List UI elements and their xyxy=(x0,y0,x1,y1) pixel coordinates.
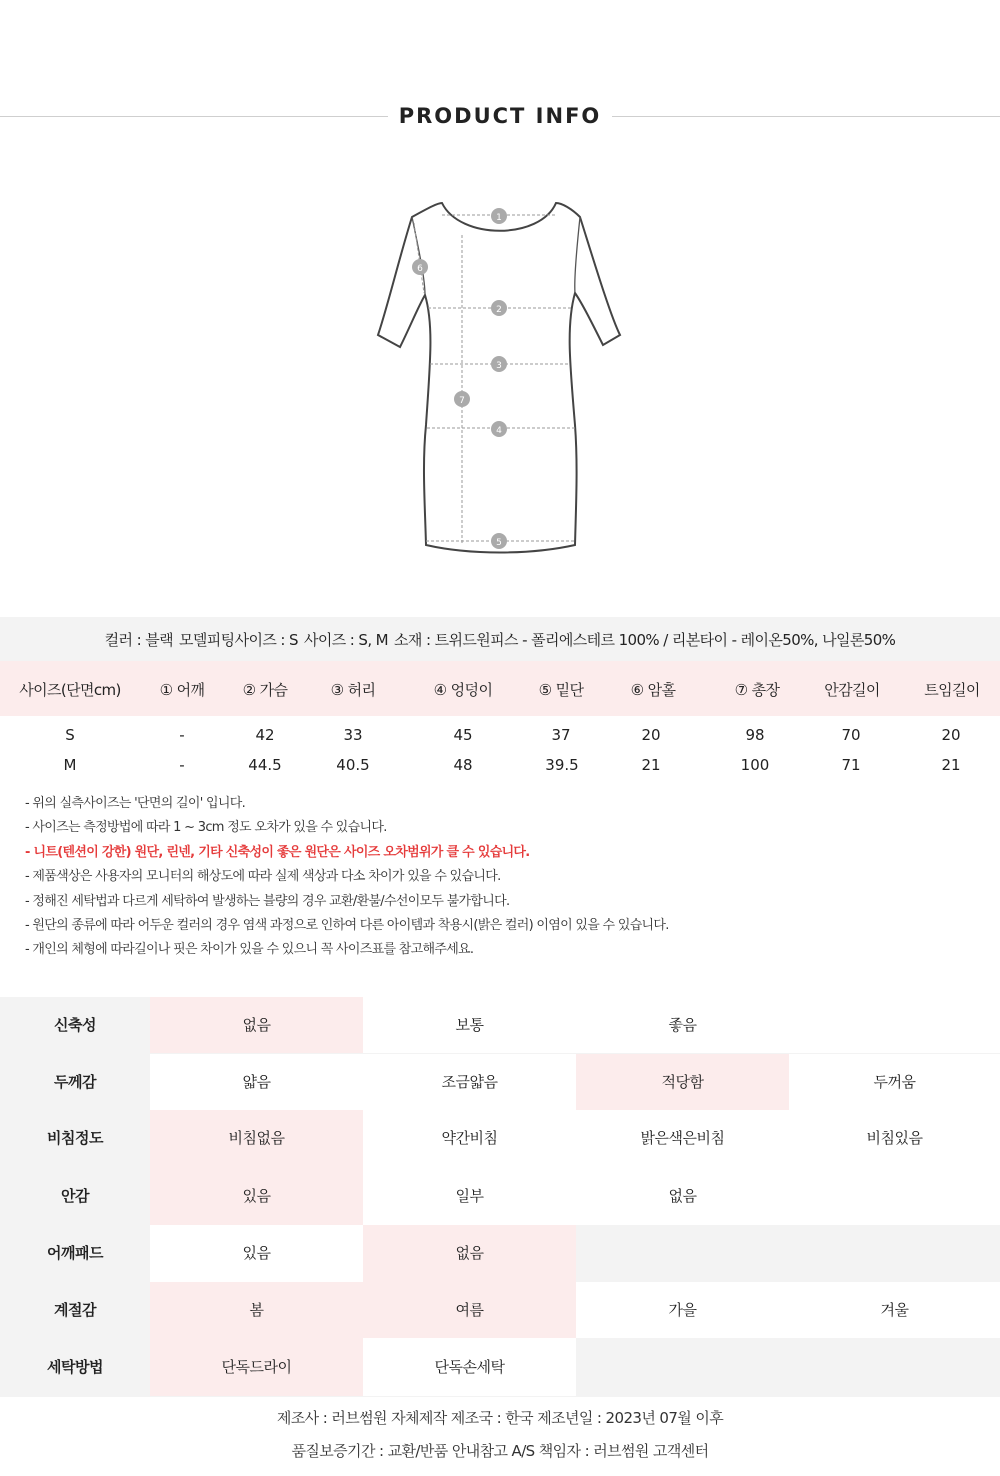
size-header-waist: ③ 허리 xyxy=(330,681,376,699)
table-cell: 33 xyxy=(343,726,363,744)
size-header-chest: ② 가슴 xyxy=(242,681,288,699)
table-cell: 21 xyxy=(941,756,961,774)
table-cell: 44.5 xyxy=(248,756,282,774)
size-header-armhole: ⑥ 암홀 xyxy=(630,681,676,699)
product-info-bar xyxy=(0,617,1000,661)
size-header-shoulder: ① 어깨 xyxy=(159,681,205,699)
attribute-option: 없음 xyxy=(363,1225,576,1282)
size-header-size: 사이즈(단면cm) xyxy=(19,681,121,699)
attribute-option: 약간비침 xyxy=(441,1129,498,1147)
table-cell: 48 xyxy=(453,756,473,774)
attribute-option: 겨울 xyxy=(880,1301,909,1319)
table-cell: S xyxy=(65,726,75,744)
svg-text:4: 4 xyxy=(496,426,502,436)
attribute-row xyxy=(0,997,1000,1053)
note-item: - 정해진 세탁법과 다르게 세탁하여 발생하는 블량의 경우 교환/환불/수선이모두 불가합니다. xyxy=(25,893,510,909)
measurement-markers xyxy=(412,208,507,549)
manufacturer-line: 제조사 : 러브썸원 자체제작 제조국 : 한국 제조년일 : 2023년 07월 이후 xyxy=(276,1409,724,1427)
warranty-line: 품질보증기간 : 교환/반품 안내참고 A/S 책임자 : 러브썸원 고객센터 xyxy=(291,1442,709,1460)
manufacturer-info xyxy=(0,1397,1000,1476)
table-row xyxy=(0,722,1000,750)
fabric-attributes-table xyxy=(0,997,1000,1397)
attribute-option: 일부 xyxy=(455,1187,484,1205)
attribute-option: 두꺼움 xyxy=(873,1073,916,1091)
attribute-label: 비침정도 xyxy=(47,1129,103,1147)
attribute-option: 단독드라이 xyxy=(150,1338,363,1396)
marker-5 xyxy=(491,533,507,549)
attribute-row xyxy=(0,1338,1000,1396)
attribute-option: 여름 xyxy=(363,1282,576,1338)
attribute-option: 없음 xyxy=(668,1187,697,1205)
attribute-option: 비침있음 xyxy=(866,1129,923,1147)
note-item: - 제품색상은 사용자의 모니터의 해상도에 따라 실제 색상과 다소 차이가 있을 수 있습니다. xyxy=(25,869,501,885)
table-cell: 45 xyxy=(453,726,473,744)
size-header-hip: ④ 엉덩이 xyxy=(433,681,493,699)
table-cell: 100 xyxy=(740,756,770,774)
table-cell: 71 xyxy=(841,756,861,774)
note-item: - 사이즈는 측정방법에 따라 1 ~ 3cm 정도 오차가 있을 수 있습니다. xyxy=(25,820,387,836)
size-header-lining: 안감길이 xyxy=(824,681,880,699)
svg-text:3: 3 xyxy=(496,361,502,371)
svg-text:1: 1 xyxy=(496,213,502,223)
attribute-row xyxy=(0,1054,1000,1111)
measurement-lines xyxy=(414,215,575,545)
header-divider-right xyxy=(612,116,1000,117)
attribute-row xyxy=(0,1282,1000,1338)
attribute-option: 봄 xyxy=(150,1282,363,1338)
attribute-row xyxy=(0,1167,1000,1225)
table-cell: 40.5 xyxy=(336,756,370,774)
attribute-row xyxy=(0,1110,1000,1167)
attribute-option: 적당함 xyxy=(576,1054,789,1111)
marker-3 xyxy=(491,356,507,372)
armhole-seam-right xyxy=(575,217,580,293)
attribute-option: 보통 xyxy=(455,1016,484,1034)
info-sizes: 사이즈 : S, M xyxy=(303,630,389,649)
note-item: - 개인의 체형에 따라길이나 핏은 차이가 있을 수 있으니 꼭 사이즈표를 참고해주세요. xyxy=(25,942,474,958)
size-header-length: ⑦ 총장 xyxy=(734,681,780,699)
dress-outline-svg xyxy=(370,195,630,565)
marker-1 xyxy=(491,208,507,224)
attribute-label: 두께감 xyxy=(54,1073,96,1091)
table-cell: - xyxy=(179,756,185,774)
attribute-label: 계절감 xyxy=(54,1301,96,1319)
attribute-label: 안감 xyxy=(61,1187,89,1205)
note-item: - 원단의 종류에 따라 어두운 컬러의 경우 염색 과정으로 인하여 다른 아이템과 착용시(밝은 컬러) 이염이 있을 수 있습니다. xyxy=(25,917,669,933)
size-table-header xyxy=(0,661,1000,716)
table-row xyxy=(0,752,1000,780)
table-cell: 37 xyxy=(551,726,571,744)
attribute-option: 있음 xyxy=(150,1167,363,1225)
table-cell: 20 xyxy=(941,726,961,744)
size-header-slit: 트임길이 xyxy=(924,681,980,699)
attribute-option: 얇음 xyxy=(242,1073,271,1091)
size-notes xyxy=(25,792,985,963)
attribute-option: 비침없음 xyxy=(150,1110,363,1167)
table-cell: - xyxy=(179,726,185,744)
note-item-warning: - 니트(텐션이 강한) 원단, 린넨, 기타 신축성이 좋은 원단은 사이즈 오차범위가 클 수 있습니다. xyxy=(25,844,530,860)
marker-7 xyxy=(454,391,470,407)
table-cell: 39.5 xyxy=(545,756,579,774)
svg-text:2: 2 xyxy=(496,305,502,315)
note-item: - 위의 실측사이즈는 '단면의 길이' 입니다. xyxy=(25,796,246,811)
svg-text:6: 6 xyxy=(417,264,423,274)
dress-measurement-diagram xyxy=(370,195,630,565)
info-material: 소재 : 트위드원피스 - 폴리에스테르 100% / 리본타이 - 레이온50%, 나일론50% xyxy=(394,630,896,649)
attribute-option: 밝은색은비침 xyxy=(640,1129,725,1147)
section-header xyxy=(0,98,1000,138)
info-color: 컬러 : 블랙 xyxy=(104,630,174,649)
table-cell: 98 xyxy=(745,726,765,744)
table-cell: 21 xyxy=(641,756,661,774)
attribute-label: 신축성 xyxy=(54,1016,96,1034)
svg-text:5: 5 xyxy=(496,538,502,548)
page-title: PRODUCT INFO xyxy=(398,104,602,128)
info-model-size: 모델피팅사이즈 : S xyxy=(179,630,298,649)
svg-text:7: 7 xyxy=(459,396,465,406)
attribute-option: 조금얇음 xyxy=(441,1073,498,1091)
attribute-label: 어깨패드 xyxy=(47,1244,103,1262)
attribute-row xyxy=(0,1225,1000,1282)
dress-outline xyxy=(378,203,620,553)
table-cell: 70 xyxy=(841,726,861,744)
attribute-option: 단독손세탁 xyxy=(434,1358,505,1376)
marker-6 xyxy=(412,259,428,275)
attribute-label: 세탁방법 xyxy=(47,1358,103,1376)
attribute-option: 없음 xyxy=(150,997,363,1053)
size-header-hem: ⑤ 밑단 xyxy=(538,681,584,699)
table-cell: M xyxy=(63,756,77,774)
attribute-option: 좋음 xyxy=(668,1016,697,1034)
table-cell: 42 xyxy=(255,726,275,744)
table-cell: 20 xyxy=(641,726,661,744)
attribute-option: 가을 xyxy=(668,1301,697,1319)
measure-line-armhole xyxy=(414,223,424,293)
marker-4 xyxy=(491,421,507,437)
marker-2 xyxy=(491,300,507,316)
attribute-option: 있음 xyxy=(242,1244,271,1262)
